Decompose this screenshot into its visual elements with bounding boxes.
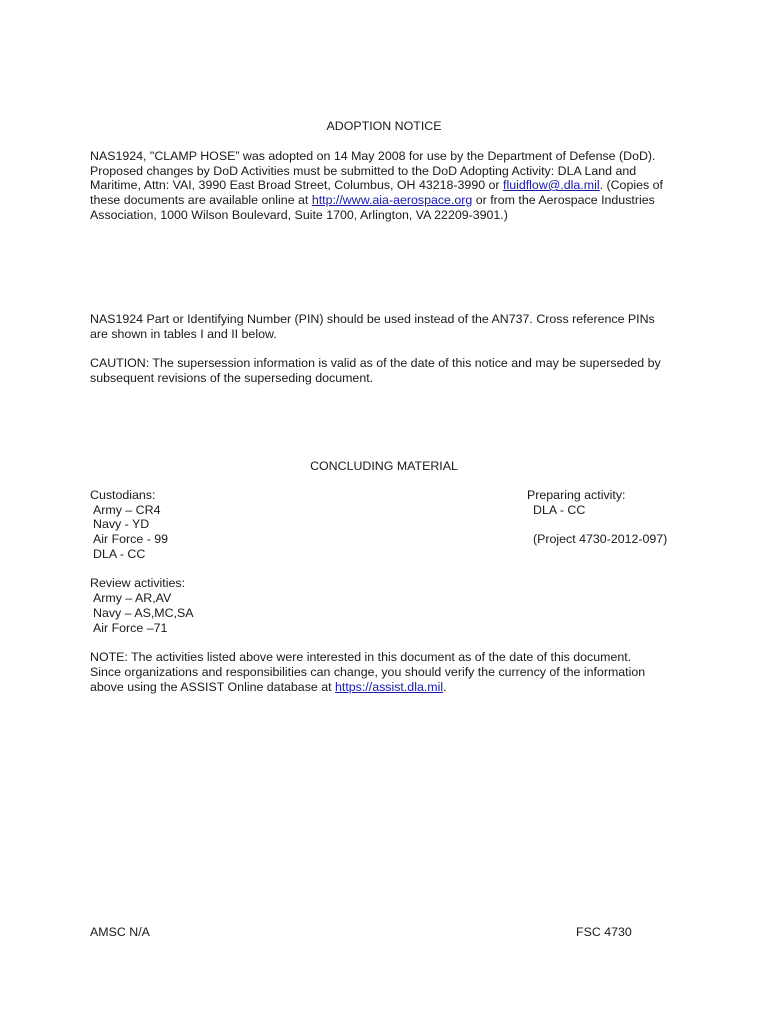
adoption-text: Maritime, Attn: VAI, 3990 East Broad Street, Columbus, OH 43218-3990 or [90,178,503,192]
review-activities-label: Review activities: [90,576,186,590]
custodian-item: DLA - CC [93,547,146,561]
pin-line: NAS1924 Part or Identifying Number (PIN) should be used instead of the AN737. Cross reference PINs [90,312,655,326]
adoption-text: or from the Aerospace Industries [472,193,655,207]
custodian-item: Army – CR4 [93,503,161,517]
note-line: NOTE: The activities listed above were interested in this document as of the date of this document. [90,650,632,664]
note-line [90,680,447,695]
custodian-item: Navy - YD [93,517,150,531]
note-text: . [443,680,447,694]
adoption-line [90,178,663,193]
email-link[interactable]: fluidflow@.dla.mil [503,178,600,192]
note-text: above using the ASSIST Online database at [90,680,335,694]
review-activity-item: Air Force –71 [93,621,168,635]
adoption-notice-heading: ADOPTION NOTICE [326,119,442,133]
adoption-text: these documents are available online at [90,193,312,207]
adoption-line [90,193,655,208]
pin-line: are shown in tables I and II below. [90,327,277,341]
footer-amsc: AMSC N/A [90,925,150,939]
caution-line: subsequent revisions of the superseding document. [90,371,374,385]
caution-line: CAUTION: The supersession information is valid as of the date of this notice and may be superseded by [90,356,661,370]
assist-link[interactable]: https://assist.dla.mil [335,680,444,694]
note-line: Since organizations and responsibilities can change, you should verify the currency of the information [90,665,646,679]
review-activity-item: Army – AR,AV [93,591,172,605]
custodian-item: Air Force - 99 [93,532,169,546]
review-activity-item: Navy – AS,MC,SA [93,606,194,620]
adoption-line: Proposed changes by DoD Activities must be submitted to the DoD Adopting Activity: DLA Land and [90,164,637,178]
adoption-text: . (Copies of [599,178,663,192]
custodians-label: Custodians: [90,488,156,502]
project-number: (Project 4730-2012-097) [533,532,668,546]
adoption-line: NAS1924, "CLAMP HOSE” was adopted on 14 May 2008 for use by the Department of Defense (DoD). [90,149,656,163]
footer-fsc: FSC 4730 [576,925,632,939]
concluding-material-heading: CONCLUDING MATERIAL [310,459,458,473]
preparing-activity-label: Preparing activity: [527,488,626,502]
preparing-activity-value: DLA - CC [533,503,586,517]
aia-website-link[interactable]: http://www.aia-aerospace.org [311,193,473,207]
adoption-line: Association, 1000 Wilson Boulevard, Suite 1700, Arlington, VA 22209-3901.) [90,208,508,222]
